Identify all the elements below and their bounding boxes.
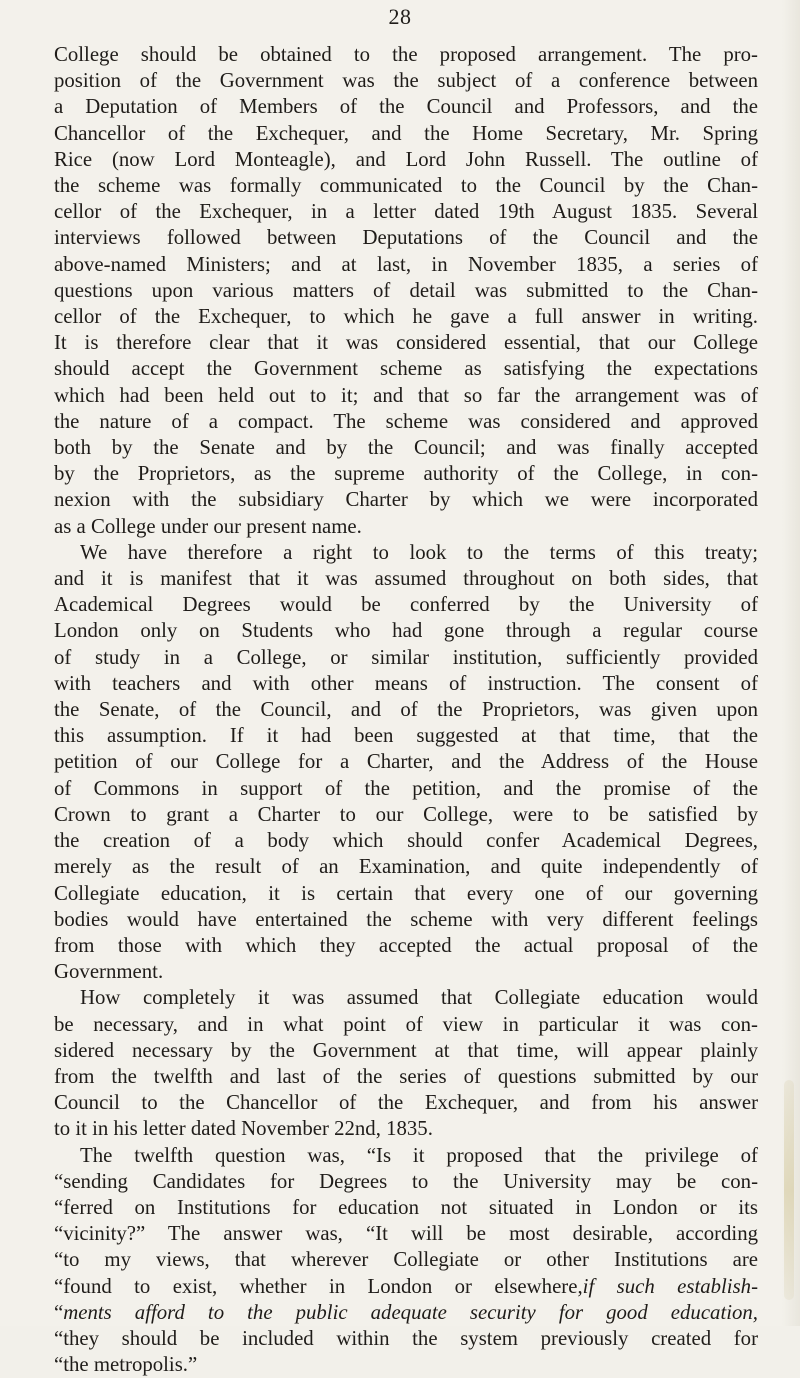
body-text: [54, 42, 758, 1378]
text-line: Government.: [54, 960, 164, 984]
text-line: from those with which they accepted the actual proposal of the: [54, 933, 758, 957]
text-line: with teachers and with other means of instruction. The consent of: [54, 671, 758, 695]
text-line: both by the Senate and by the Council; and was finally accepted: [54, 436, 758, 460]
text-line: cellor of the Exchequer, to which he gave a full answer in writing.: [54, 305, 758, 329]
text-line: merely as the result of an Examination, and quite independently of: [54, 855, 758, 879]
italic-segment: ments afford to the public adequate security for good education,: [63, 1300, 758, 1324]
text-line: the scheme was formally communicated to the Council by the Chan-: [54, 174, 758, 198]
text-line: It is therefore clear that it was considered essential, that our College: [54, 331, 758, 355]
text-line: The twelfth question was, “Is it proposed that the privilege of: [80, 1143, 758, 1167]
text-line: the nature of a compact. The scheme was considered and approved: [54, 409, 758, 433]
page-stain: [784, 1080, 794, 1300]
text-line: bodies would have entertained the scheme with very different feelings: [54, 907, 758, 931]
text-line: be necessary, and in what point of view in particular it was con-: [54, 1012, 758, 1036]
text-line-with-italic: [54, 1300, 758, 1326]
text-line: “they should be included within the system previously created for: [54, 1326, 758, 1350]
text-line: College should be obtained to the proposed arrangement. The pro-: [54, 43, 758, 66]
quote-mark: “: [54, 1300, 64, 1324]
text-line: We have therefore a right to look to the terms of this treaty;: [80, 540, 758, 564]
text-line: of study in a College, or similar institution, sufficiently provided: [54, 645, 758, 669]
text-line: Chancellor of the Exchequer, and the Home Secretary, Mr. Spring: [54, 121, 758, 145]
text-line: and it is manifest that it was assumed throughout on both sides, that: [54, 567, 758, 591]
text-line: “ferred on Institutions for education not situated in London or its: [54, 1195, 758, 1219]
text-line: this assumption. If it had been suggested at that time, that the: [54, 724, 758, 748]
text-line: interviews followed between Deputations of the Council and the: [54, 226, 758, 250]
text-line: of Commons in support of the petition, and the promise of the: [54, 776, 758, 800]
text-line: as a College under our present name.: [54, 514, 362, 538]
text-line: “to my views, that wherever Collegiate or other Institutions are: [54, 1248, 758, 1272]
text-line: by the Proprietors, as the supreme authority of the College, in con-: [54, 462, 758, 486]
text-line: nexion with the subsidiary Charter by which we were incorporated: [54, 488, 758, 512]
text-line: petition of our College for a Charter, and the Address of the House: [54, 750, 758, 774]
text-line: above-named Ministers; and at last, in November 1835, a series of: [54, 252, 758, 276]
text-line: from the twelfth and last of the series of questions submitted by our: [54, 1064, 758, 1088]
text-line: “vicinity?” The answer was, “It will be most desirable, according: [54, 1222, 758, 1246]
text-line: position of the Government was the subject of a conference between: [54, 69, 758, 93]
text-line: Rice (now Lord Monteagle), and Lord John Russell. The outline of: [54, 147, 758, 171]
text-line: “sending Candidates for Degrees to the University may be con-: [54, 1169, 758, 1193]
text-line: Crown to grant a Charter to our College, were to be satisfied by: [54, 802, 758, 826]
text-line: “the metropolis.”: [54, 1353, 198, 1377]
text-line: sidered necessary by the Government at that time, will appear plainly: [54, 1038, 758, 1062]
text-line: Collegiate education, it is certain that every one of our governing: [54, 881, 758, 905]
text-line: should accept the Government scheme as satisfying the expectations: [54, 357, 758, 381]
text-line: Academical Degrees would be conferred by the University of: [54, 593, 758, 617]
text-line: cellor of the Exchequer, in a letter dated 19th August 1835. Several: [54, 200, 758, 224]
text-line: questions upon various matters of detail was submitted to the Chan-: [54, 278, 758, 302]
text-line-with-italic: [54, 1274, 758, 1300]
text-line: which had been held out to it; and that so far the arrangement was of: [54, 383, 758, 407]
text-segment: “found to exist, whether in London or elsewhere,: [54, 1274, 583, 1298]
text-line: to it in his letter dated November 22nd, 1835.: [54, 1117, 433, 1141]
text-line: the Senate, of the Council, and of the Proprietors, was given upon: [54, 698, 758, 722]
italic-segment: if such establish-: [582, 1274, 759, 1298]
text-line: Council to the Chancellor of the Exchequer, and from his answer: [54, 1091, 758, 1115]
text-line: a Deputation of Members of the Council and Professors, and the: [54, 95, 758, 119]
text-line: How completely it was assumed that Collegiate education would: [80, 986, 758, 1010]
text-line: London only on Students who had gone through a regular course: [54, 619, 758, 643]
text-line: the creation of a body which should confer Academical Degrees,: [54, 829, 758, 853]
page-number: 28: [388, 4, 412, 29]
